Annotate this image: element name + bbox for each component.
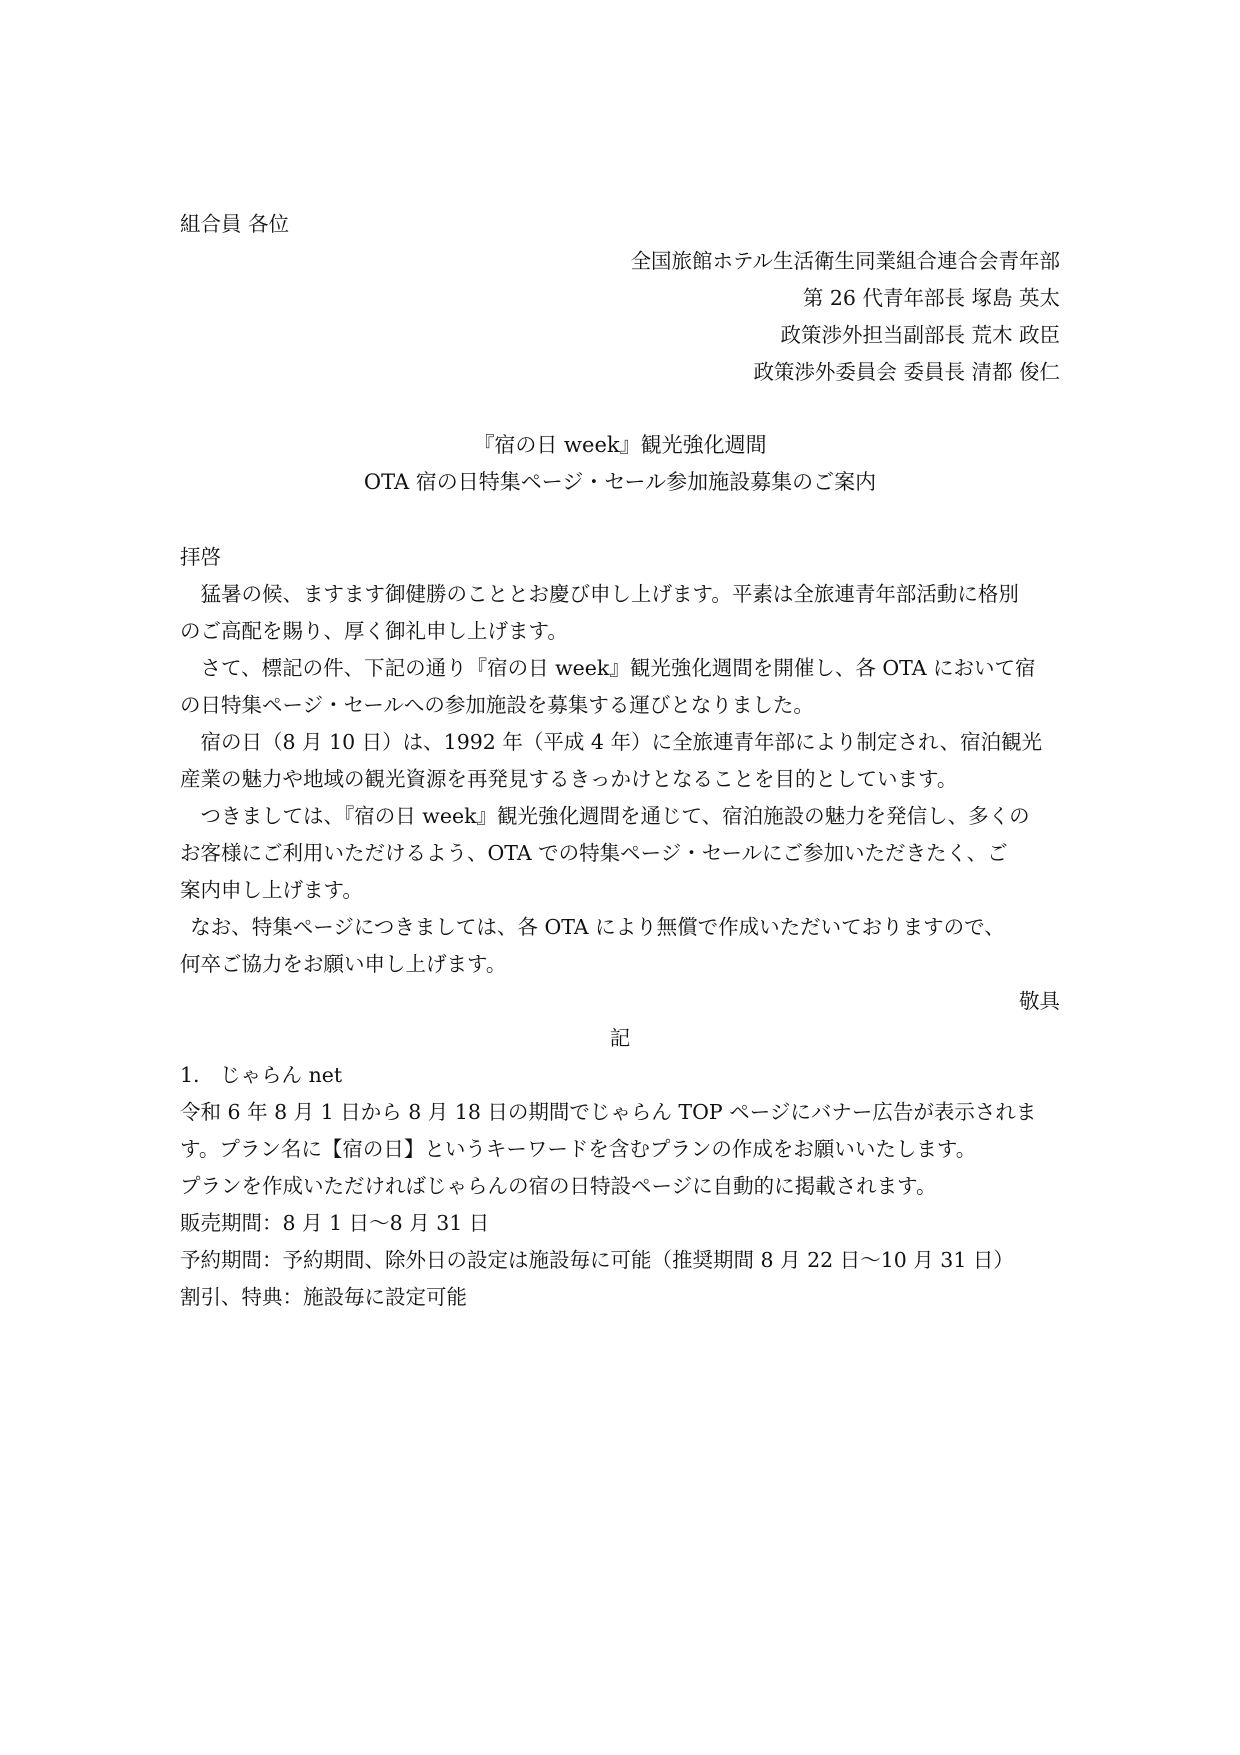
letter-content (180, 206, 1060, 1316)
title-line-1: 『宿の日 week』観光強化週間 (473, 433, 767, 457)
closing-word: 敬具 (1019, 989, 1060, 1013)
paragraph-5-line-1: なお、特集ページにつきましては、各 OTA により無償で作成いただいておりますので、 (190, 915, 1005, 939)
paragraph-3-line-1: 宿の日（8 月 10 日）は、1992 年（平成 4 年）に全旅連青年部により制定され、宿泊観光 (200, 730, 1043, 754)
opening-word: 拝啓 (180, 545, 221, 569)
section-1-line-2: す。プラン名に【宿の日】というキーワードを含むプランの作成をお願いいたします。 (180, 1137, 977, 1161)
spacer (180, 501, 1060, 539)
sender-person-3: 政策渉外委員会 委員長 清都 俊仁 (753, 360, 1060, 384)
section-1-line-3: プランを作成いただければじゃらんの宿の日特設ページに自動的に掲載されます。 (180, 1174, 937, 1198)
paragraph-3-line-2: 産業の魅力や地域の観光資源を再発見するきっかけとなることを目的としています。 (180, 767, 958, 791)
paragraph-2-line-2: の日特集ページ・セールへの参加施設を募集する運びとなりました。 (180, 693, 814, 717)
section-1-line-1: 令和 6 年 8 月 1 日から 8 月 18 日の期間でじゃらん TOP ページにバナー広告が表示されま (180, 1100, 1037, 1124)
sender-person-1: 第 26 代青年部長 塚島 英太 (802, 286, 1060, 310)
reservation-period: 予約期間：予約期間、除外日の設定は施設毎に可能（推奨期間 8 月 22 日〜10 月 31 日） (180, 1248, 1014, 1272)
paragraph-1-line-2: のご高配を賜り、厚く御礼申し上げます。 (180, 619, 568, 643)
spacer (180, 391, 1060, 427)
ki-heading: 記 (609, 1026, 631, 1050)
section-1-heading: 1. じゃらん net (180, 1063, 343, 1087)
sender-organization: 全国旅館ホテル生活衛生同業組合連合会青年部 (630, 249, 1060, 273)
paragraph-4-line-1: つきましては、『宿の日 week』観光強化週間を通じて、宿泊施設の魅力を発信し、多くの (200, 804, 1030, 828)
discount-benefit: 割引、特典：施設毎に設定可能 (180, 1285, 467, 1309)
paragraph-4-line-2: お客様にご利用いただけるよう、OTA での特集ページ・セールにご参加いただきたく、ご (180, 841, 1008, 865)
salutation: 組合員 各位 (180, 212, 290, 236)
paragraph-2-line-1: さて、標記の件、下記の通り『宿の日 week』観光強化週間を開催し、各 OTA において宿 (200, 656, 1036, 680)
paragraph-1-line-1: 猛暑の候、ますます御健勝のこととお慶び申し上げます。平素は全旅連青年部活動に格別 (200, 582, 1019, 606)
sender-person-2: 政策渉外担当副部長 荒木 政臣 (780, 323, 1060, 347)
paragraph-4-line-3: 案内申し上げます。 (180, 878, 363, 902)
sales-period: 販売期間：8 月 1 日〜8 月 31 日 (180, 1211, 490, 1235)
paragraph-5-line-2: 何卒ご協力をお願い申し上げます。 (180, 952, 507, 976)
title-line-2: OTA 宿の日特集ページ・セール参加施設募集のご案内 (363, 470, 877, 494)
